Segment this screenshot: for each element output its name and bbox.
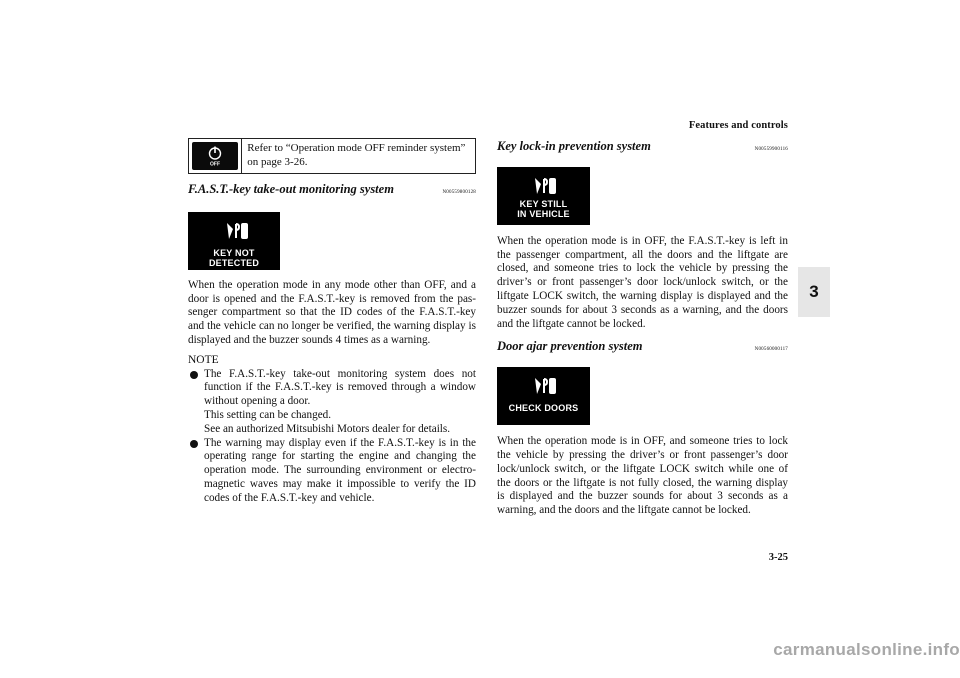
- fast-key-body: When the operation mode in any mode other than OFF, and a door is opened and the F.A.S.T.-key is removed from the pas-senger compartment so that the ID codes of the F.A.S.T.-key and the vehicle can no longer be verified, the warning display is displayed and the buzzer sounds 4 times as a warning.: [188, 278, 476, 346]
- left-column: [188, 138, 476, 506]
- reference-icon-cell: [189, 139, 242, 173]
- check-doors-display: [497, 367, 590, 425]
- chapter-tab: 3: [798, 267, 830, 317]
- watermark: carmanualsonline.info: [773, 640, 960, 659]
- reference-box: [188, 138, 476, 174]
- note-line: The F.A.S.T.-key take-out monitoring system does not function if the F.A.S.T.-key is removed through a window without opening a door.: [204, 367, 476, 408]
- power-off-icon: [192, 142, 238, 170]
- note-line: The warning may display even if the F.A.S.T.-key is in the operating range for starting the engine and changing the operation mode. The surrounding environment or electro-magnetic waves may make it impossible to verify the ID codes of the F.A.S.T.-key and vehicle.: [204, 436, 476, 504]
- door-ajar-title: Door ajar prevention system: [497, 339, 643, 354]
- running-header: Features and controls: [688, 120, 788, 131]
- note-list: [188, 368, 476, 506]
- note-line: See an authorized Mitsubishi Motors dealer for details.: [204, 422, 451, 435]
- key-still-line-2: IN VEHICLE: [517, 208, 570, 219]
- power-off-icon-label: OFF: [210, 161, 221, 167]
- fast-key-section-title: [188, 183, 476, 200]
- check-doors-text: CHECK DOORS: [508, 403, 579, 414]
- key-lock-body: When the operation mode is in OFF, the F.A.S.T.-key is left in the passenger compartment, all the doors and the liftgate are closed, and someone tries to lock the vehicle by pressing the driver’s or front passenger’s door lock/unlock switch, or the liftgate LOCK switch, the warning display is displayed and the buzzer sounds for about 3 seconds as a warning, and the doors and the liftgate cannot be locked.: [497, 234, 788, 330]
- note-item: [188, 368, 476, 437]
- door-ajar-code: N00560000117: [754, 347, 788, 353]
- key-not-detected-text: KEY NOT DETECTED: [208, 247, 260, 268]
- key-warning-icon: [533, 176, 557, 196]
- key-warning-icon: [225, 221, 249, 241]
- note-label: NOTE: [188, 353, 219, 366]
- key-not-detected-display: [188, 212, 280, 270]
- door-ajar-body: When the operation mode is in OFF, and someone tries to lock the vehicle by pressing the driver’s or front passenger’s door lock/unlock switch, or the liftgate LOCK switch while one of the doors or the liftgate is not fully closed, the warning display is displayed and the buzzer sounds for about 3 seconds as a warning, and the doors and the liftgate cannot be locked.: [497, 435, 788, 517]
- key-still-in-vehicle-display: [497, 167, 590, 225]
- key-lock-section-title: [497, 140, 788, 157]
- note-item: [188, 437, 476, 506]
- reference-text: Refer to “Operation mode OFF reminder system” on page 3-26.: [247, 142, 466, 168]
- door-ajar-section-title: [497, 340, 788, 357]
- right-column: [497, 140, 788, 518]
- fast-key-title: F.A.S.T.-key take-out monitoring system: [188, 182, 394, 196]
- key-lock-code: N00559900116: [754, 147, 788, 152]
- page-number: 3-25: [768, 552, 788, 563]
- fast-key-code: N00559800128: [442, 190, 476, 195]
- bullet-icon: [190, 371, 198, 379]
- bullet-icon: [190, 440, 198, 448]
- key-warning-icon: [533, 376, 557, 396]
- key-lock-title: Key lock-in prevention system: [497, 139, 651, 153]
- note-line: This setting can be changed.: [204, 408, 332, 421]
- key-still-line-1: KEY STILL: [519, 198, 568, 209]
